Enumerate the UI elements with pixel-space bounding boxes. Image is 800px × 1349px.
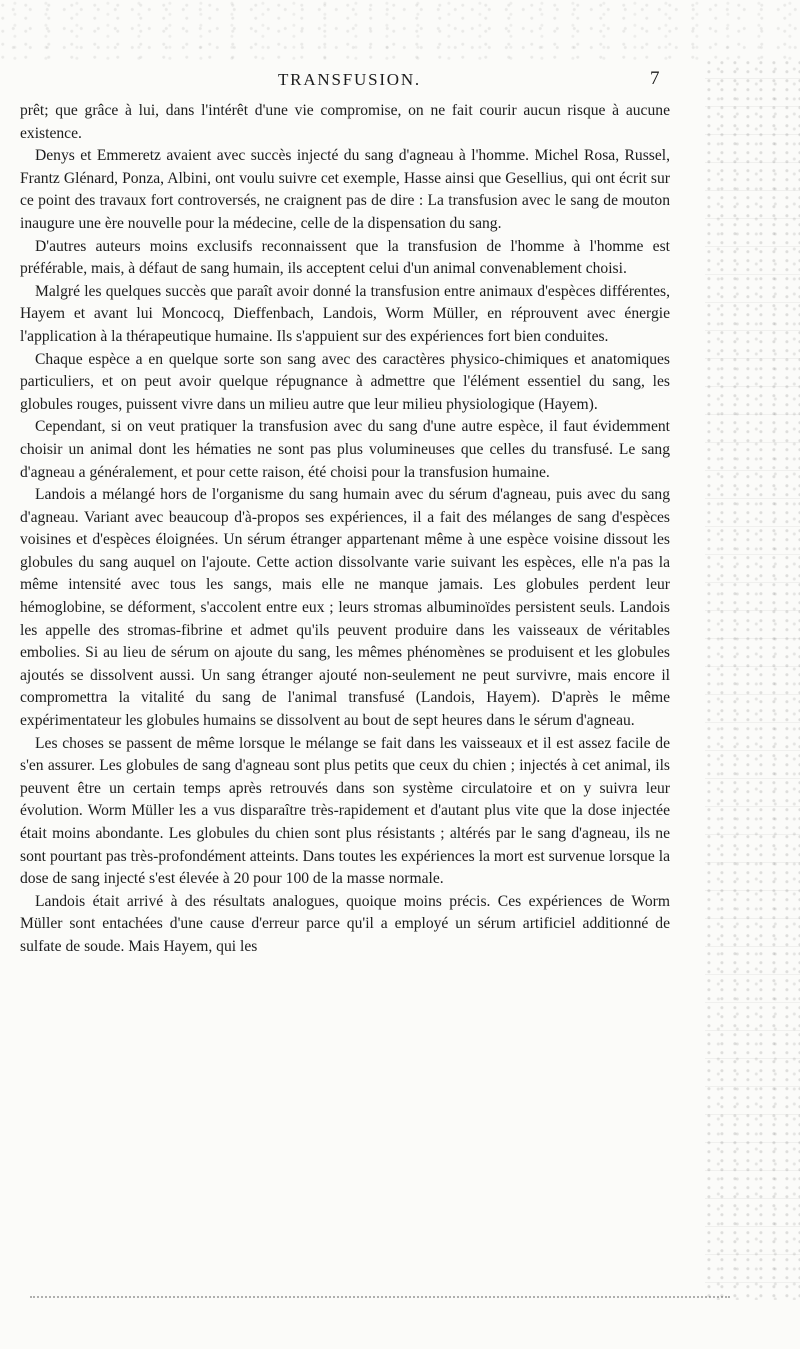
body-text (20, 100, 670, 959)
paragraph: prêt; que grâce à lui, dans l'intérêt d'une vie compromise, on ne fait courir aucun risque à aucune existence. (20, 102, 670, 142)
running-title: TRANSFUSION. (278, 70, 421, 89)
paragraph: Landois était arrivé à des résultats analogues, quoique moins précis. Ces expériences de Worm Müller sont entachées d'une cause d'erreur parce qu'il a employé un sérum artificiel additionné de sulfate de soude. Mais Hayem, qui les (20, 892, 670, 955)
scan-bottom-rule (30, 1296, 730, 1300)
paragraph: Les choses se passent de même lorsque le mélange se fait dans les vaisseaux et il est assez facile de s'en assurer. Les globules de sang d'agneau sont plus petits que ceux du chien ; injectés à cet animal, ils peuvent être un certain temps après retrouvés dans son système circulatoire et on y suivra leur évolution. Worm Müller les a vus disparaître très-rapidement et d'autant plus vite que la dose injectée était moins abondante. Les globules du chien sont plus résistants ; altérés par le sang d'agneau, ils ne sont pourtant pas très-profondément atteints. Dans toutes les expériences la mort est survenue lorsque la dose de sang injecté s'est élevée à 20 pour 100 de la masse normale. (20, 734, 670, 888)
page-header (0, 64, 800, 94)
scan-noise-top (0, 0, 800, 60)
paragraph: Chaque espèce a en quelque sorte son sang avec des caractères physico-chimiques et anatomiques particuliers, et on peut avoir quelque répugnance à admettre que l'élément essentiel du sang, les globules rouges, puissent vivre dans un milieu autre que leur milieu physiologique (Hayem). (20, 350, 670, 413)
paragraph: Malgré les quelques succès que paraît avoir donné la transfusion entre animaux d'espèces différentes, Hayem et avant lui Moncocq, Dieffenbach, Landois, Worm Müller, en réprouvent avec énergie l'application à la thérapeutique humaine. Ils s'appuient sur des expériences fort bien conduites. (20, 282, 670, 345)
page-number: 7 (650, 68, 660, 89)
scan-noise-right-margin (705, 60, 800, 1300)
paragraph: Denys et Emmeretz avaient avec succès injecté du sang d'agneau à l'homme. Michel Rosa, Russel, Frantz Glénard, Ponza, Albini, ont voulu suivre cet exemple, Hasse ainsi que Gesellius, qui ont écrit sur ce point des travaux fort controversés, ne craignent pas de dire : La transfusion avec le sang de mouton inaugure une ère nouvelle pour la médecine, celle de la dispensation du sang. (20, 147, 670, 232)
paragraph: Cependant, si on veut pratiquer la transfusion avec du sang d'une autre espèce, il faut évidemment choisir un animal dont les hématies ne sont pas plus volumineuses que celles du transfusé. Le sang d'agneau a généralement, et pour cette raison, été choisi pour la transfusion humaine. (20, 418, 670, 481)
paragraph: Landois a mélangé hors de l'organisme du sang humain avec du sérum d'agneau, puis avec du sang d'agneau. Variant avec beaucoup d'à-propos ses expériences, il a fait des mélanges de sang d'espèces voisines et d'espèces éloignées. Un sérum étranger appartenant même à une espèce voisine dissout les globules du sang auquel on l'ajoute. Cette action dissolvante varie suivant les espèces, elle n'a pas la même intensité avec tous les sangs, mais elle ne manque jamais. Les globules perdent leur hémoglobine, se déforment, s'accolent entre eux ; leurs stromas albuminoïdes persistent seuls. Landois les appelle des stromas-fibrine et admet qu'ils peuvent produire dans les vaisseaux de véritables embolies. Si au lieu de sérum on ajoute du sang, les mêmes phénomènes se produisent et les globules ajoutés se dissolvent aussi. Un sang étranger ajouté non-seulement ne peut survivre, mais encore il compromettra la vitalité du sang de l'animal transfusé (Landois, Hayem). D'après le même expérimentateur les globules humains se dissolvent au bout de sept heures dans le sérum d'agneau. (20, 486, 670, 730)
paragraph: D'autres auteurs moins exclusifs reconnaissent que la transfusion de l'homme à l'homme est préférable, mais, à défaut de sang humain, ils acceptent celui d'un animal convenablement choisi. (20, 237, 670, 278)
